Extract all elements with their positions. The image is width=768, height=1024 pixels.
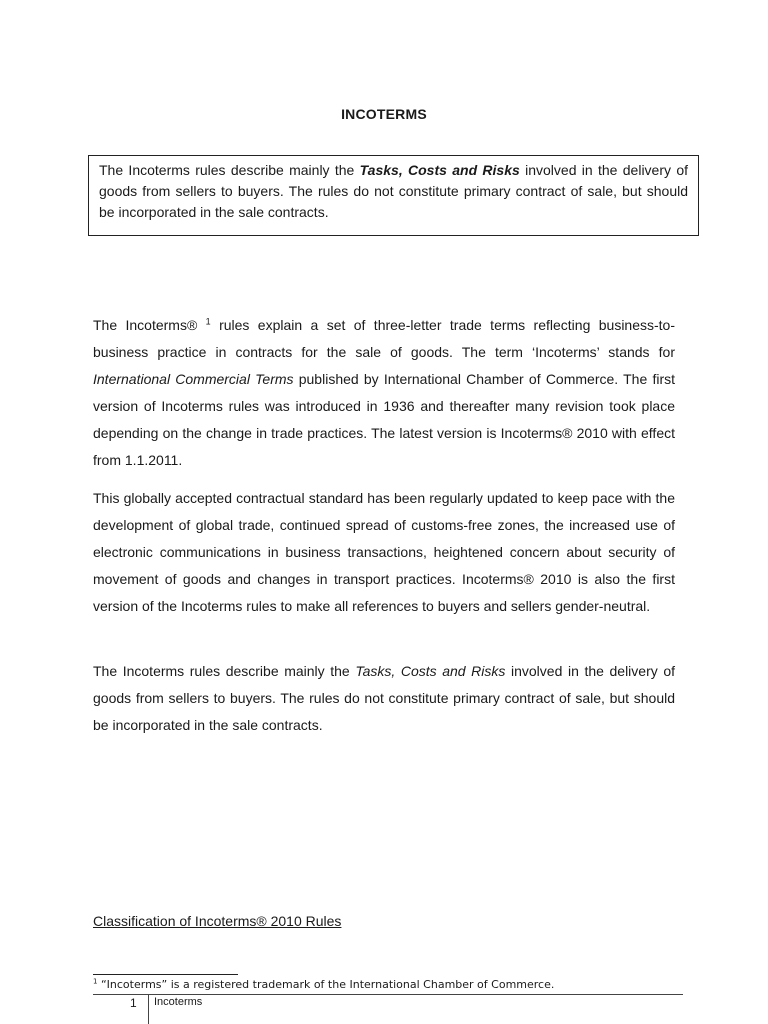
page-title: INCOTERMS	[341, 106, 427, 122]
section-heading-classification: Classification of Incoterms® 2010 Rules	[93, 913, 342, 929]
summary-box	[88, 155, 699, 236]
summary-emphasis: Tasks, Costs and Risks	[359, 162, 520, 178]
footer-label: Incoterms	[154, 996, 203, 1008]
paragraph-intro-part-b: published by International Chamber of Commerce. The first version of Incoterms rules was introduced in 1936 and thereafter many revision took place depending on the change in trade practices. The latest version is Incoterms® 2010 with effect from 1.1.2011.	[93, 371, 675, 468]
footnote-text: “Incoterms” is a registered trademark of the International Chamber of Commerce.	[97, 978, 555, 991]
footer-rule	[93, 994, 683, 995]
footnote-separator	[93, 974, 238, 975]
paragraph-tasks-italic: Tasks, Costs and Risks	[355, 663, 506, 679]
paragraph-tasks	[93, 658, 675, 739]
footnote-ref[interactable]: 1	[205, 316, 211, 327]
footer-divider	[148, 994, 149, 1024]
paragraph-intro	[93, 312, 675, 474]
paragraph-standard-text: This globally accepted contractual standard has been regularly updated to keep pace with the development of global trade, continued spread of customs-free zones, the increased use of electronic communications in business transactions, heightened concern about security of movement of goods and changes in transport practices. Incoterms® 2010 is also the first version of the Incoterms rules to make all references to buyers and sellers gender-neutral.	[93, 490, 675, 614]
paragraph-intro-part-a: rules explain a set of three-letter trade terms reflecting business-to-business practice in contracts for the sale of goods. The term ‘Incoterms’ stands for	[93, 317, 675, 360]
paragraph-tasks-pre: The Incoterms rules describe mainly the	[93, 663, 356, 679]
summary-text-post: involved in the delivery of goods from sellers to buyers. The rules do not constitute primary contract of sale, but should be incorporated in the sale contracts.	[99, 162, 688, 220]
footnote	[93, 977, 693, 993]
paragraph-intro-lead: The Incoterms®	[93, 317, 206, 333]
paragraph-intro-italic: International Commercial Terms	[93, 371, 294, 387]
summary-text-pre: The Incoterms rules describe mainly the	[99, 162, 360, 178]
paragraph-standard	[93, 485, 675, 620]
footnote-marker: 1	[93, 977, 98, 986]
page-number: 1	[130, 996, 137, 1010]
paragraph-tasks-post: involved in the delivery of goods from sellers to buyers. The rules do not constitute primary contract of sale, but should be incorporated in the sale contracts.	[93, 663, 675, 733]
